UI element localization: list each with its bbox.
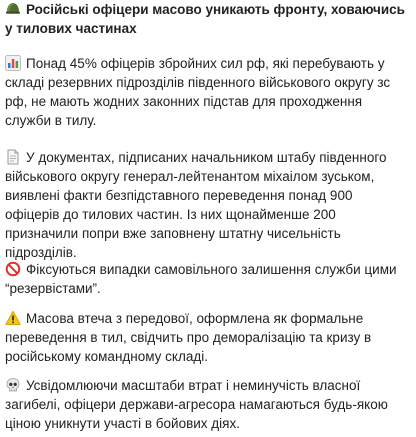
paragraph-losses (5, 376, 407, 433)
paragraph-escape (5, 309, 407, 366)
paragraph-documents-text: У документах, підписаних начальником штабу південного військового округу генерал-лейтенантом міхаілом зуськом, виявлені факти безпідставного переведення понад 900 офіцерів до тилових частин. Із них щонайменше 200 призначили попри вже заповнену штатну чисельність підрозділів. (5, 150, 387, 260)
prohibited-icon (5, 261, 21, 277)
paragraph-stats (5, 54, 407, 130)
warning-icon (5, 310, 21, 326)
post-title (5, 0, 405, 38)
paragraph-losses-text: Усвідомлюючи масштаби втрат і неминучість власної загибелі, офіцери держави-агресора намагаються будь-якою ціною уникнути участі в бойових діях. (5, 378, 388, 431)
military-helmet-icon (5, 1, 21, 17)
paragraph-desertion-text: Фіксуються випадки самовільного залишення служби цими “резервістами”. (5, 262, 397, 296)
skull-icon (5, 377, 21, 393)
post-title-text: Російські офіцери масово уникають фронту, ховаючись у тилових частинах (5, 2, 405, 36)
document-icon (5, 149, 21, 165)
paragraph-escape-text: Масова втеча з передової, оформлена як формальне переведення в тил, свідчить про деморалізацію та кризу в російському командному складі. (5, 311, 372, 364)
bar-chart-icon (5, 55, 21, 71)
paragraph-documents (5, 148, 407, 262)
paragraph-stats-text: Понад 45% офіцерів збройних сил рф, які перебувають у складі резервних підрозділів південного військового округу зс рф, не мають жодних законних підстав для проходження служби в тилу. (5, 56, 391, 128)
paragraph-desertion (5, 260, 407, 298)
